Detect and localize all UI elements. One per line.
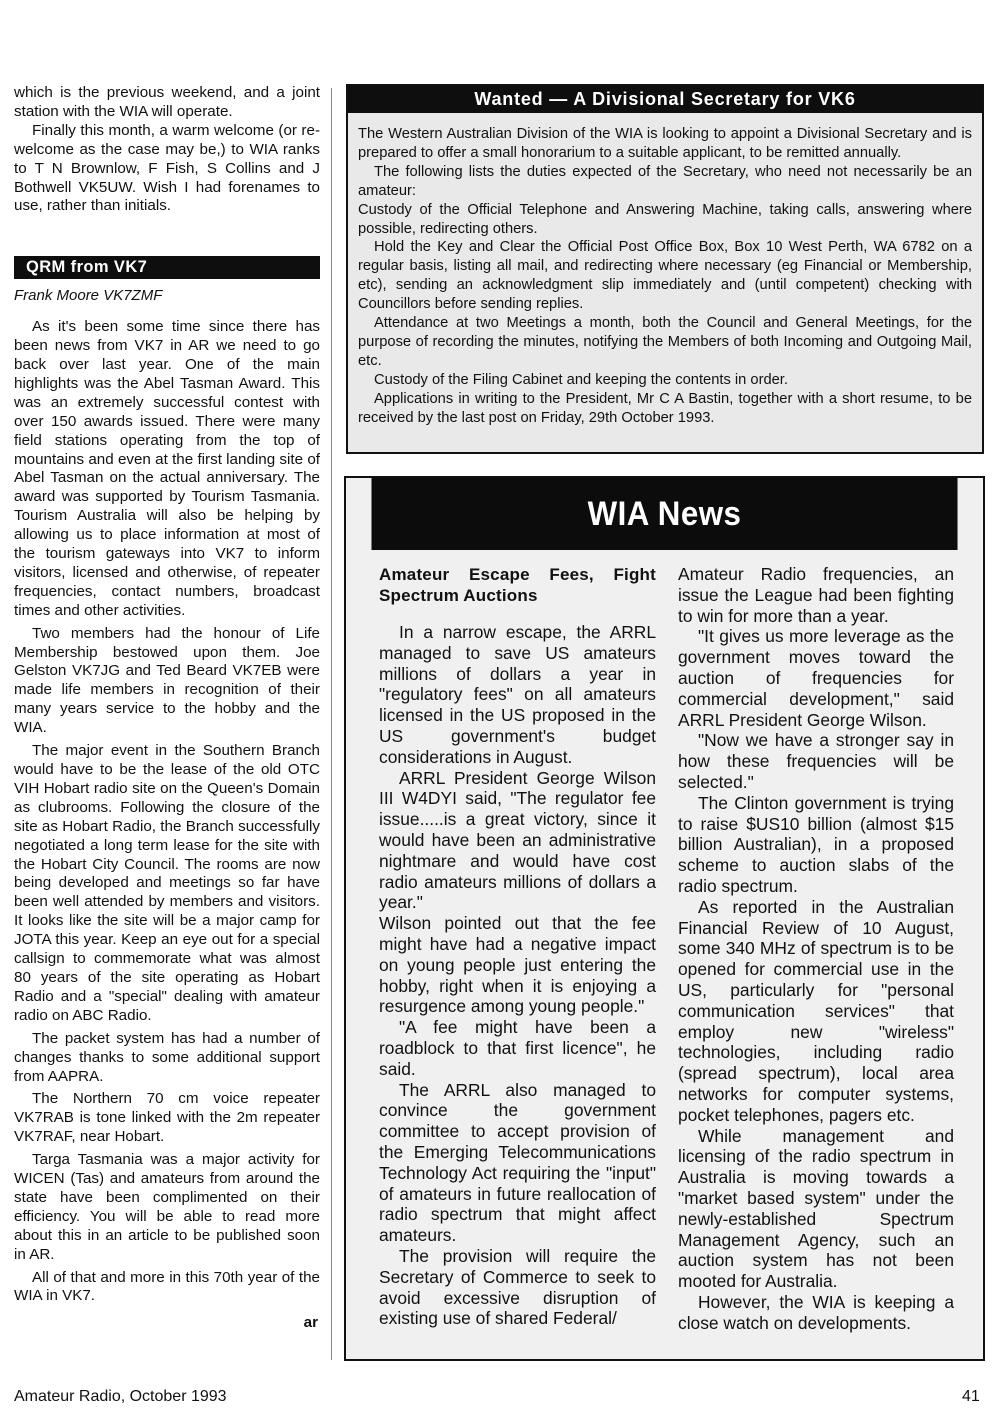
article-paragraph: The Northern 70 cm voice repeater VK7RAB is tone linked with the 2m repeater VK7RAF, near Hobart. (14, 1090, 320, 1146)
news-paragraph: "Now we have a stronger say in how these frequencies will be selected." (678, 730, 954, 792)
section-title: QRM from VK7 (14, 256, 320, 279)
wanted-body (348, 113, 982, 428)
wanted-paragraph: Custody of the Filing Cabinet and keeping the contents in order. (374, 371, 788, 388)
wanted-paragraph: The following lists the duties expected of the Secretary, who need not necessarily be an amateur: (358, 163, 972, 199)
footer-publication: Amateur Radio, October 1993 (14, 1388, 227, 1405)
news-paragraph: Amateur Radio frequencies, an issue the League had been fighting to win for more than a year. (678, 564, 954, 626)
news-paragraph: Wilson pointed out that the fee might have had a negative impact on young people just entering the hobby, right when it is enjoying a resurgence among young people." (379, 913, 656, 1017)
news-paragraph: As reported in the Australian Financial Review of 10 August, some 340 MHz of spectrum is to be opened for commercial use in the US, particularly for "personal communication services" that employ new "wireless" technologies, including radio (spread spectrum), local area networks for computer systems, pocket telephones, pagers etc. (678, 896, 954, 1125)
wia-news-box (344, 476, 985, 1361)
wanted-paragraph: Applications in writing to the President, Mr C A Bastin, together with a short resume, to be received by the last post on Friday, 29th October 1993. (358, 390, 972, 426)
article-paragraph: Targa Tasmania was a major activity for WICEN (Tas) and amateurs from around the state have been complimented on their efficiency. You will be able to read more about this in an article to be published soon in AR. (14, 1151, 320, 1263)
article-paragraph: As it's been some time since there has been news from VK7 in AR we need to go back over last year. One of the main highlights was the Abel Tasman Award. This was an extremely successful contest with over 150 awards issued. There were many field stations operating from the top of mountains and even at the first landing site of Abel Tasman on the actual anniversary. The award was supported by Tourism Tasmania. Tourism Australia will also be helping by allowing us to place information at most of the tourism gateways into VK7 to inform visitors, licensed and otherwise, of repeater frequencies, contact numbers, broadcast times and other activities. (14, 318, 320, 619)
news-paragraph: While management and licensing of the radio spectrum in Australia is moving towards a "market based system" under the newly-established Spectrum Management Agency, such an auction system has not been mooted for Australia. (678, 1125, 954, 1292)
left-column (14, 84, 320, 1333)
news-paragraph: "It gives us more leverage as the government moves toward the auction of frequencies for commercial development," said ARRL President George Wilson. (678, 626, 954, 730)
intro-paragraph: which is the previous weekend, and a joint station with the WIA will operate. (14, 84, 320, 120)
wanted-title: Wanted — A Divisional Secretary for VK6 (348, 86, 982, 113)
news-paragraph: The Clinton government is trying to raise $US10 billion (almost $15 billion Australian), in a proposed scheme to auction slabs of the radio spectrum. (678, 792, 954, 896)
news-paragraph: The provision will require the Secretary of Commerce to seek to avoid excessive disruption of existing use of shared Federal/ (379, 1245, 656, 1329)
article-paragraph: All of that and more in this 70th year of the WIA in VK7. (14, 1268, 320, 1305)
wanted-paragraph: Hold the Key and Clear the Official Post Office Box, Box 10 West Perth, WA 6782 on a regular basis, listing all mail, and redirecting where necessary (eg Financial or Membership, etc), sending an acknowledgment slip immediately and (until competent) checking with Councillors before sending replies. (358, 239, 972, 313)
article-paragraph: The major event in the Southern Branch would have to be the lease of the old OTC VIH Hobart radio site on the Queen's Domain as clubrooms. Following the closure of the site as Hobart Radio, the Branch successfully negotiated a long term lease for the site with the Hobart City Council. The rooms are now being developed and meetings so far have been well attended by members and visitors. It looks like the site will be a major camp for JOTA this year. Keep an eye out for a special callsign to commemorate what was almost 80 years of the site operating as Hobart Radio and a "special" dealing with amateur radio on ABC Radio. (14, 742, 320, 1024)
article-paragraph: Two members had the honour of Life Membership bestowed upon them. Joe Gelston VK7JG and Ted Beard VK7EB were made life members in recognition of their many years service to the hobby and the WIA. (14, 624, 320, 737)
news-column-2 (678, 564, 954, 1333)
wanted-paragraph: Attendance at two Meetings a month, both the Council and General Meetings, for the purpose of recording the minutes, notifying the Members of both Incoming and Outgoing Mail, etc. (358, 315, 972, 369)
wanted-paragraph: Custody of the Official Telephone and Answering Machine, taking calls, answering where possible, redirecting others. (358, 201, 972, 237)
news-paragraph: ARRL President George Wilson III W4DYI said, "The regulator fee issue.....is a great victory, since it would have been an administrative nightmare and would have cost radio amateurs millions of dollars a year." (379, 767, 656, 913)
news-column-1 (379, 564, 656, 1329)
news-paragraph: However, the WIA is keeping a close watch on developments. (678, 1291, 954, 1333)
footer-page-number: 41 (962, 1388, 980, 1405)
news-paragraph: In a narrow escape, the ARRL managed to save US amateurs millions of dollars a year in "regulatory fees" on all amateurs licensed in the US proposed in the US government's budget considerations in August. (379, 622, 656, 767)
wanted-box (346, 84, 984, 454)
news-paragraph: "A fee might have been a roadblock to that first licence", he said. (379, 1017, 656, 1079)
column-divider (331, 88, 332, 1360)
byline: Frank Moore VK7ZMF (14, 287, 163, 305)
article-paragraph: The packet system has had a number of changes thanks to some additional support from AAPRA. (14, 1029, 320, 1085)
wanted-paragraph: The Western Australian Division of the WIA is looking to appoint a Divisional Secretary and is prepared to offer a small honorarium to a suitable applicant, to be remitted annually. (358, 126, 972, 161)
wia-news-title: WIA News (371, 478, 957, 550)
news-paragraph: The ARRL also managed to convince the government committee to accept provision of the Emerging Telecommunications Technology Act requiring the "input" of amateurs in future reallocation of radio spectrum that might affect amateurs. (379, 1079, 656, 1246)
end-mark: ar (303, 1314, 318, 1332)
news-subheading: Amateur Escape Fees, Fight Spectrum Auctions (379, 565, 656, 605)
intro-paragraph: Finally this month, a warm welcome (or re-welcome as the case may be,) to WIA ranks to T N Brownlow, F Fish, S Collins and J Bothwell VK5UW. Wish I had forenames to use, rather than initials. (14, 121, 320, 215)
